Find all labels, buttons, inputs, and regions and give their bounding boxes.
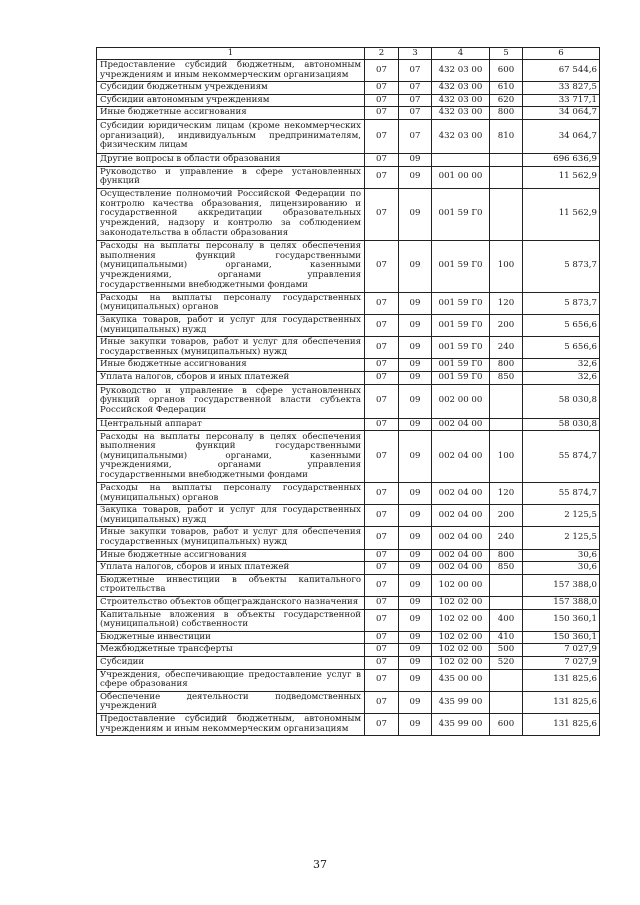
row-name: Центральный аппарат (97, 418, 365, 431)
table-row (97, 418, 600, 431)
row-name: Закупка товаров, работ и услуг для государственных (муниципальных) нужд (97, 314, 365, 336)
row-expense-type (490, 597, 523, 610)
row-target-item: 002 04 00 (432, 549, 490, 562)
row-section: 07 (365, 669, 399, 691)
row-target-item (432, 153, 490, 166)
row-expense-type: 600 (490, 60, 523, 82)
row-name: Учреждения, обеспечивающие предоставление услуг в сфере образования (97, 669, 365, 691)
table-row (97, 107, 600, 120)
row-subsection: 09 (399, 669, 432, 691)
row-name: Иные бюджетные ассигнования (97, 359, 365, 372)
table-row (97, 60, 600, 82)
table-row (97, 359, 600, 372)
row-target-item: 102 02 00 (432, 644, 490, 657)
row-expense-type: 240 (490, 527, 523, 549)
row-section: 07 (365, 657, 399, 670)
row-expense-type: 400 (490, 609, 523, 631)
row-target-item: 102 02 00 (432, 597, 490, 610)
row-section: 07 (365, 371, 399, 384)
row-amount: 131 825,6 (523, 691, 600, 713)
row-section: 07 (365, 574, 399, 596)
row-target-item: 002 04 00 (432, 431, 490, 483)
row-expense-type (490, 669, 523, 691)
table-row (97, 371, 600, 384)
row-subsection: 09 (399, 527, 432, 549)
row-name: Руководство и управление в сфере установленных функций (97, 166, 365, 188)
row-section: 07 (365, 562, 399, 575)
row-target-item: 001 59 Г0 (432, 314, 490, 336)
row-section: 07 (365, 527, 399, 549)
table-row (97, 574, 600, 596)
row-amount: 55 874,7 (523, 431, 600, 483)
row-section: 07 (365, 418, 399, 431)
row-expense-type: 120 (490, 292, 523, 314)
row-subsection: 07 (399, 82, 432, 95)
row-target-item: 432 03 00 (432, 107, 490, 120)
row-expense-type: 800 (490, 107, 523, 120)
row-name: Субсидии юридическим лицам (кроме некоммерческих организаций), индивидуальным предпринимателям, физическим лицам (97, 119, 365, 153)
row-amount: 11 562,9 (523, 166, 600, 188)
row-subsection: 09 (399, 292, 432, 314)
row-target-item: 102 02 00 (432, 657, 490, 670)
row-expense-type (490, 384, 523, 418)
table-row (97, 153, 600, 166)
row-target-item: 001 59 Г0 (432, 359, 490, 372)
row-name: Иные закупки товаров, работ и услуг для обеспечения государственных (муниципальных) нужд (97, 337, 365, 359)
row-expense-type: 520 (490, 657, 523, 670)
row-expense-type: 800 (490, 549, 523, 562)
row-expense-type: 240 (490, 337, 523, 359)
table-row (97, 240, 600, 292)
row-subsection: 09 (399, 505, 432, 527)
table-row (97, 597, 600, 610)
table-row (97, 188, 600, 240)
row-subsection: 09 (399, 314, 432, 336)
row-target-item: 432 03 00 (432, 60, 490, 82)
row-amount: 5 873,7 (523, 292, 600, 314)
row-target-item: 432 03 00 (432, 82, 490, 95)
row-name: Бюджетные инвестиции (97, 631, 365, 644)
row-name: Закупка товаров, работ и услуг для государственных (муниципальных) нужд (97, 505, 365, 527)
row-target-item: 432 03 00 (432, 119, 490, 153)
row-expense-type: 810 (490, 119, 523, 153)
row-target-item: 001 59 Г0 (432, 292, 490, 314)
row-name: Предоставление субсидий бюджетным, автономным учреждениям и иным некоммерческим организациям (97, 60, 365, 82)
row-target-item: 102 00 00 (432, 574, 490, 596)
row-name: Другие вопросы в области образования (97, 153, 365, 166)
row-section: 07 (365, 153, 399, 166)
row-expense-type: 100 (490, 240, 523, 292)
page-number: 37 (313, 858, 327, 871)
header-col-6: 6 (523, 48, 600, 60)
row-expense-type: 620 (490, 94, 523, 107)
row-amount: 5 656,6 (523, 337, 600, 359)
row-expense-type (490, 691, 523, 713)
header-col-1: 1 (97, 48, 365, 60)
row-section: 07 (365, 505, 399, 527)
row-name: Расходы на выплаты персоналу государственных (муниципальных) органов (97, 292, 365, 314)
table-row (97, 505, 600, 527)
row-target-item: 001 59 Г0 (432, 371, 490, 384)
row-subsection: 09 (399, 631, 432, 644)
row-section: 07 (365, 384, 399, 418)
row-subsection: 09 (399, 240, 432, 292)
row-subsection: 09 (399, 166, 432, 188)
row-amount: 55 874,7 (523, 483, 600, 505)
row-section: 07 (365, 337, 399, 359)
row-amount: 2 125,5 (523, 527, 600, 549)
row-expense-type: 100 (490, 431, 523, 483)
row-amount: 32,6 (523, 371, 600, 384)
row-name: Субсидии (97, 657, 365, 670)
row-expense-type: 600 (490, 713, 523, 735)
row-expense-type: 610 (490, 82, 523, 95)
row-section: 07 (365, 82, 399, 95)
row-name: Расходы на выплаты персоналу в целях обеспечения выполнения функций государственными (муниципальными) органами, казенными учреждениями, органами управления государственными внебюджетными фондами (97, 431, 365, 483)
row-section: 07 (365, 609, 399, 631)
row-name: Иные бюджетные ассигнования (97, 549, 365, 562)
row-expense-type (490, 418, 523, 431)
row-expense-type: 800 (490, 359, 523, 372)
row-expense-type (490, 188, 523, 240)
row-name: Руководство и управление в сфере установленных функций органов государственной власти субъекта Российской Федерации (97, 384, 365, 418)
row-subsection: 09 (399, 574, 432, 596)
row-name: Строительство объектов общегражданского назначения (97, 597, 365, 610)
table-row (97, 562, 600, 575)
row-expense-type: 850 (490, 371, 523, 384)
row-subsection: 09 (399, 562, 432, 575)
header-col-4: 4 (432, 48, 490, 60)
table-row (97, 631, 600, 644)
row-target-item: 002 04 00 (432, 527, 490, 549)
row-subsection: 07 (399, 107, 432, 120)
table-body (97, 60, 600, 736)
row-name: Уплата налогов, сборов и иных платежей (97, 371, 365, 384)
row-expense-type: 200 (490, 314, 523, 336)
table-row (97, 431, 600, 483)
row-amount: 131 825,6 (523, 713, 600, 735)
row-amount: 5 873,7 (523, 240, 600, 292)
row-name: Межбюджетные трансферты (97, 644, 365, 657)
row-target-item: 002 04 00 (432, 418, 490, 431)
row-subsection: 09 (399, 431, 432, 483)
table-row (97, 337, 600, 359)
row-amount: 7 027,9 (523, 657, 600, 670)
row-subsection: 09 (399, 359, 432, 372)
table-row (97, 314, 600, 336)
row-amount: 34 064,7 (523, 107, 600, 120)
row-target-item: 435 00 00 (432, 669, 490, 691)
row-subsection: 09 (399, 153, 432, 166)
row-expense-type (490, 574, 523, 596)
row-name: Иные закупки товаров, работ и услуг для обеспечения государственных (муниципальных) нужд (97, 527, 365, 549)
row-amount: 150 360,1 (523, 631, 600, 644)
row-amount: 33 717,1 (523, 94, 600, 107)
row-subsection: 07 (399, 94, 432, 107)
row-target-item: 001 59 Г0 (432, 337, 490, 359)
row-target-item: 102 02 00 (432, 631, 490, 644)
row-target-item: 001 59 Г0 (432, 240, 490, 292)
header-row (97, 48, 600, 60)
row-section: 07 (365, 60, 399, 82)
row-section: 07 (365, 644, 399, 657)
row-section: 07 (365, 240, 399, 292)
row-amount: 5 656,6 (523, 314, 600, 336)
header-col-2: 2 (365, 48, 399, 60)
row-amount: 11 562,9 (523, 188, 600, 240)
row-subsection: 09 (399, 609, 432, 631)
row-expense-type: 200 (490, 505, 523, 527)
row-target-item: 001 59 Г0 (432, 188, 490, 240)
table-row (97, 669, 600, 691)
row-expense-type: 410 (490, 631, 523, 644)
row-subsection: 09 (399, 644, 432, 657)
row-subsection: 09 (399, 371, 432, 384)
row-amount: 7 027,9 (523, 644, 600, 657)
table-row (97, 82, 600, 95)
row-section: 07 (365, 713, 399, 735)
table-row (97, 657, 600, 670)
row-name: Обеспечение деятельности подведомственных учреждений (97, 691, 365, 713)
row-section: 07 (365, 483, 399, 505)
row-target-item: 002 04 00 (432, 562, 490, 575)
row-subsection: 09 (399, 691, 432, 713)
table-row (97, 166, 600, 188)
row-section: 07 (365, 166, 399, 188)
row-amount: 33 827,5 (523, 82, 600, 95)
row-subsection: 09 (399, 713, 432, 735)
table-row (97, 644, 600, 657)
row-expense-type: 120 (490, 483, 523, 505)
row-name: Иные бюджетные ассигнования (97, 107, 365, 120)
table-row (97, 292, 600, 314)
row-expense-type: 500 (490, 644, 523, 657)
row-subsection: 09 (399, 418, 432, 431)
row-section: 07 (365, 359, 399, 372)
row-section: 07 (365, 188, 399, 240)
budget-table-page (96, 47, 599, 736)
row-amount: 157 388,0 (523, 597, 600, 610)
row-amount: 157 388,0 (523, 574, 600, 596)
row-amount: 131 825,6 (523, 669, 600, 691)
budget-table (96, 47, 600, 736)
table-row (97, 384, 600, 418)
row-expense-type (490, 153, 523, 166)
row-section: 07 (365, 107, 399, 120)
row-name: Расходы на выплаты персоналу в целях обеспечения выполнения функций государственными (муниципальными) органами, казенными учреждениями, органами управления государственными внебюджетными фондами (97, 240, 365, 292)
row-name: Предоставление субсидий бюджетным, автономным учреждениям и иным некоммерческим организациям (97, 713, 365, 735)
row-target-item: 002 00 00 (432, 384, 490, 418)
table-row (97, 691, 600, 713)
row-subsection: 09 (399, 483, 432, 505)
row-subsection: 09 (399, 188, 432, 240)
row-target-item: 001 00 00 (432, 166, 490, 188)
row-name: Бюджетные инвестиции в объекты капитального строительства (97, 574, 365, 596)
row-expense-type (490, 166, 523, 188)
header-col-5: 5 (490, 48, 523, 60)
row-name: Уплата налогов, сборов и иных платежей (97, 562, 365, 575)
row-subsection: 07 (399, 119, 432, 153)
row-name: Капитальные вложения в объекты государственной (муниципальной) собственности (97, 609, 365, 631)
row-amount: 58 030,8 (523, 418, 600, 431)
row-amount: 32,6 (523, 359, 600, 372)
row-subsection: 09 (399, 549, 432, 562)
row-section: 07 (365, 597, 399, 610)
row-amount: 2 125,5 (523, 505, 600, 527)
table-row (97, 549, 600, 562)
row-name: Субсидии бюджетным учреждениям (97, 82, 365, 95)
table-row (97, 527, 600, 549)
row-amount: 696 636,9 (523, 153, 600, 166)
header-col-3: 3 (399, 48, 432, 60)
row-subsection: 09 (399, 337, 432, 359)
row-amount: 30,6 (523, 562, 600, 575)
table-row (97, 483, 600, 505)
row-name: Субсидии автономным учреждениям (97, 94, 365, 107)
row-subsection: 07 (399, 60, 432, 82)
row-section: 07 (365, 431, 399, 483)
row-target-item: 435 99 00 (432, 691, 490, 713)
row-section: 07 (365, 549, 399, 562)
row-expense-type: 850 (490, 562, 523, 575)
row-amount: 150 360,1 (523, 609, 600, 631)
row-amount: 67 544,6 (523, 60, 600, 82)
row-target-item: 435 99 00 (432, 713, 490, 735)
row-section: 07 (365, 94, 399, 107)
row-amount: 30,6 (523, 549, 600, 562)
row-section: 07 (365, 631, 399, 644)
table-row (97, 609, 600, 631)
table-row (97, 94, 600, 107)
row-target-item: 102 02 00 (432, 609, 490, 631)
row-name: Расходы на выплаты персоналу государственных (муниципальных) органов (97, 483, 365, 505)
row-section: 07 (365, 314, 399, 336)
row-section: 07 (365, 292, 399, 314)
row-subsection: 09 (399, 597, 432, 610)
row-target-item: 002 04 00 (432, 483, 490, 505)
row-target-item: 432 03 00 (432, 94, 490, 107)
row-name: Осуществление полномочий Российской Федерации по контролю качества образования, лицензированию и государственной аккредитации образовательных учреждений, надзору и контролю за соблюдением законодательства в области образования (97, 188, 365, 240)
table-row (97, 713, 600, 735)
row-amount: 58 030,8 (523, 384, 600, 418)
table-row (97, 119, 600, 153)
row-amount: 34 064,7 (523, 119, 600, 153)
row-section: 07 (365, 691, 399, 713)
row-subsection: 09 (399, 384, 432, 418)
row-target-item: 002 04 00 (432, 505, 490, 527)
row-subsection: 09 (399, 657, 432, 670)
row-section: 07 (365, 119, 399, 153)
